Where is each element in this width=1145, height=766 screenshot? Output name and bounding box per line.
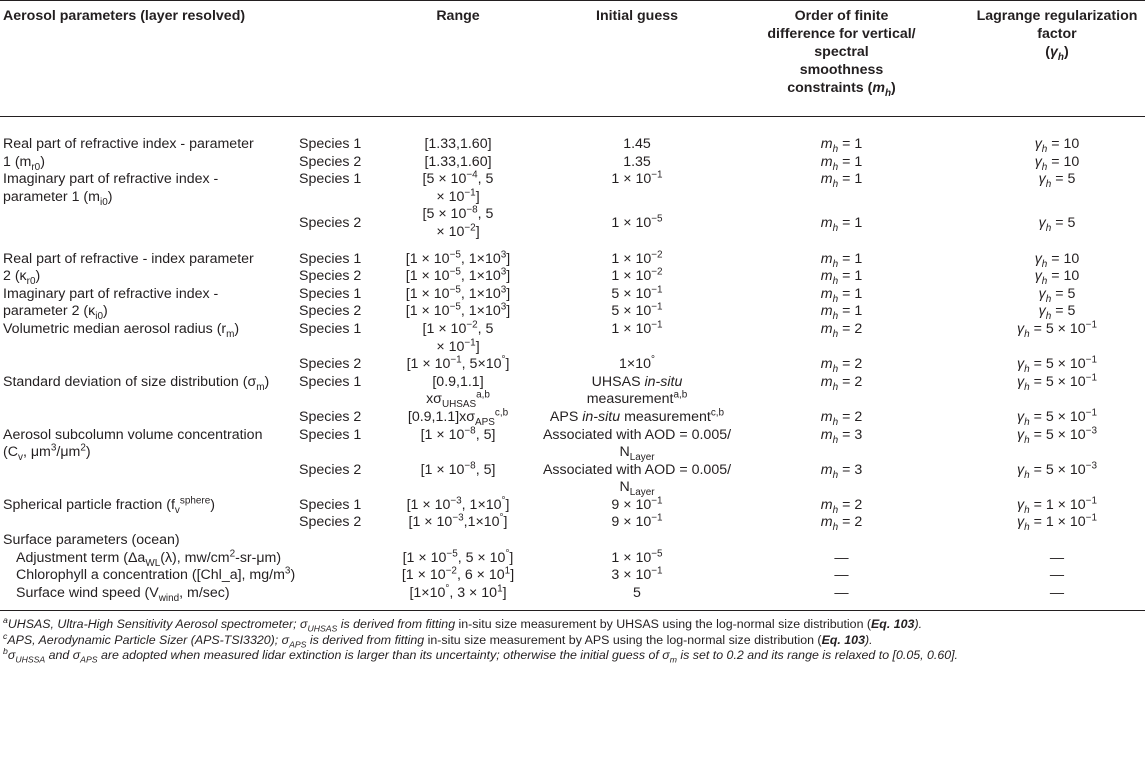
lagrange-cell: $\gamma_h = 1 \times 10^{-1}$ <box>1017 495 1097 516</box>
footnote-b: $^b\sigma_{UHSSA}$ and $\sigma_{APS}$ are adopted when measured lidar extinction is larger than its uncertainty; otherwise the initial guess of $\sigma_m$ is set to 0.2 and its range is relaxed to [0.05, 0.60]. <box>3 645 958 665</box>
species-label: Species 1 <box>299 496 362 513</box>
header-initial-guess: Initial guess <box>596 8 678 24</box>
order-cell: $m_h = 3$ <box>820 426 863 446</box>
param-imag-index-1: Imaginary part of refractive index - parameter 1 $(m_{i0})$ <box>3 171 219 208</box>
lagrange-cell: $\gamma_h = 5$ <box>1038 303 1076 323</box>
range-cell: [$5 \times 10^{-8}$, 5 × $10^{-2}$] <box>422 204 494 240</box>
range-cell: [$1 \times 10^{-5}$, $1\times 10^3$] <box>405 301 511 320</box>
lagrange-cell: $\gamma_h = 5 \times 10^{-1}$ <box>1017 371 1097 393</box>
param-size-std-dev: Standard deviation of size distribution $(\sigma_m)$ <box>3 373 270 393</box>
lagrange-cell: $\gamma_h = 5 \times 10^{-1}$ <box>1017 354 1097 375</box>
guess-cell: 5 <box>633 584 641 601</box>
guess-cell: $9 \times 10^{-1}$ <box>611 495 663 513</box>
param-median-radius: Volumetric median aerosol radius $(r_m)$ <box>3 320 240 340</box>
param-volume-concentration: Aerosol subcolumn volume concentration ($C_v$, $\mu m^3/\mu m^2$) <box>3 426 263 463</box>
lagrange-cell: — <box>1049 584 1065 601</box>
guess-cell: $1 \times 10^{-2}$ <box>611 248 663 267</box>
table-row <box>0 356 1145 374</box>
table-row <box>0 242 1145 269</box>
order-cell: — <box>834 584 849 601</box>
lagrange-cell: $\gamma_h = 5 \times 10^{-3}$ <box>1017 459 1097 481</box>
range-cell: [$1 \times 10^{-3}$, 1×10°] <box>406 495 510 513</box>
table-row <box>0 286 1145 304</box>
table-row <box>0 550 1145 568</box>
lagrange-cell: $\gamma_h = 10$ <box>1034 250 1080 270</box>
range-cell: [$5 \times 10^{-4}$, 5 × $10^{-1}$] <box>422 169 494 205</box>
guess-cell: $1 \times 10^{-5}$ <box>611 213 663 232</box>
species-label: Species 1 <box>299 136 362 152</box>
header-lagrange: Lagrange regularization factor $(\gamma_h)$ <box>976 8 1138 63</box>
lagrange-cell: $\gamma_h = 10$ <box>1034 136 1080 155</box>
guess-cell: Associated with AOD = 0.005/ $N_{Layer}$ <box>542 426 732 463</box>
order-cell: $m_h = 1$ <box>820 268 863 287</box>
guess-cell: UHSAS in-situ measurement$^{a,b}$ <box>586 373 688 408</box>
table-row <box>0 427 1145 462</box>
range-cell: [$1 \times 10^{-1}$, 5×10°] <box>406 354 510 373</box>
header-range: Range <box>436 8 480 24</box>
range-cell: [1×10°, $3 \times 10^1$] <box>409 583 507 601</box>
guess-cell: $1 \times 10^{-1}$ <box>611 319 663 337</box>
order-cell: $m_h = 1$ <box>820 153 863 173</box>
guess-cell: $5 \times 10^{-1}$ <box>611 301 663 320</box>
order-cell: — <box>834 549 849 566</box>
surface-parameters-title: Surface parameters (ocean) <box>3 532 180 549</box>
lagrange-cell: $\gamma_h = 5$ <box>1038 215 1076 235</box>
species-label: Species 1 <box>299 171 362 188</box>
order-cell: $m_h = 1$ <box>820 250 863 270</box>
header-order: Order of finite difference for vertical/ spectral smoothness constraints $(m_h)$ <box>767 8 916 99</box>
guess-cell: Associated with AOD = 0.005/ $N_{Layer}$ <box>542 461 732 499</box>
range-cell: [$1 \times 10^{-5}$, 5 × 10°] <box>402 547 514 566</box>
param-real-index-2: Real part of refractive - index parameter 2 $(\kappa_{r0})$ <box>3 250 254 287</box>
table-row <box>0 462 1145 497</box>
order-cell: $m_h = 2$ <box>820 514 863 534</box>
guess-cell: $3 \times 10^{-1}$ <box>611 565 663 584</box>
lagrange-cell: — <box>1049 549 1065 566</box>
order-cell: $m_h = 1$ <box>820 136 863 155</box>
footnote-c: $^c$APS, Aerodynamic Particle Sizer (APS-TSI3320); $\sigma_{APS}$ is derived from fitting in-situ size measurement by APS using the log-normal size distribution (Eq. 103). <box>3 630 873 649</box>
range-cell: [1.33,1.60] <box>424 136 492 152</box>
table-row <box>0 374 1145 409</box>
guess-cell: $1 \times 10^{-1}$ <box>611 169 663 188</box>
param-chlorophyll: Chlorophyll a concentration ([Chl_a], $mg/m^3$) <box>16 565 296 584</box>
species-label: Species 1 <box>299 373 362 390</box>
order-cell: $m_h = 1$ <box>820 285 863 305</box>
guess-cell: 1.35 <box>623 153 651 170</box>
range-cell: [1.33,1.60] <box>424 153 492 170</box>
table-row <box>0 171 1145 206</box>
guess-cell: $1 \times 10^{-2}$ <box>611 266 663 285</box>
lagrange-cell: $\gamma_h = 5 \times 10^{-1}$ <box>1017 319 1097 340</box>
order-cell: $m_h = 1$ <box>820 215 863 235</box>
species-label: Species 2 <box>299 153 362 170</box>
table-footnotes <box>3 614 1143 665</box>
table-row <box>0 567 1145 585</box>
species-label: Species 2 <box>299 461 362 478</box>
order-cell: $m_h = 2$ <box>820 373 863 393</box>
species-label: Species 2 <box>299 268 362 285</box>
param-spherical-fraction: Spherical particle fraction $(f_v^{sphere})$ <box>3 495 215 516</box>
order-cell: $m_h = 1$ <box>820 303 863 323</box>
param-real-index-1: Real part of refractive index - parameter 1 $(m_{r0})$ <box>3 136 254 173</box>
table-row <box>0 321 1145 356</box>
header-species <box>297 1 381 117</box>
range-cell: [$1 \times 10^{-5}$, $1\times 10^3$] <box>405 266 511 285</box>
lagrange-cell: $\gamma_h = 5 \times 10^{-3}$ <box>1017 424 1097 446</box>
species-label: Species 2 <box>299 215 362 232</box>
table-row <box>0 585 1145 611</box>
lagrange-cell: — <box>1049 567 1065 584</box>
species-label: Species 2 <box>299 356 362 373</box>
range-cell: [$1 \times 10^{-8}$, 5] <box>420 459 496 478</box>
guess-cell: $1 \times 10^{-5}$ <box>611 547 663 566</box>
guess-cell: $9 \times 10^{-1}$ <box>611 512 663 531</box>
table-header-row <box>0 1 1145 117</box>
order-cell: $m_h = 2$ <box>820 408 863 428</box>
header-parameter: Aerosol parameters (layer resolved) <box>3 8 246 24</box>
range-cell: [$1 \times 10^{-8}$, 5] <box>420 424 496 443</box>
species-label: Species 1 <box>299 285 362 302</box>
lagrange-cell: $\gamma_h = 10$ <box>1034 153 1080 173</box>
species-label: Species 2 <box>299 303 362 320</box>
table-row <box>0 532 1145 550</box>
table-row <box>0 497 1145 515</box>
range-cell: [$1 \times 10^{-2}$, $6 \times 10^1$] <box>401 565 515 584</box>
guess-cell: 1×10° <box>619 354 655 373</box>
range-cell: $[1 \times 10^{-3},1\times 10^\circ]$ <box>408 512 508 531</box>
order-cell: $m_h = 3$ <box>820 461 863 481</box>
order-cell: — <box>834 567 849 584</box>
order-cell: $m_h = 2$ <box>820 356 863 375</box>
range-cell: $[0.9,1.1]x\sigma_{APS}^{c,b}$ <box>407 407 509 428</box>
order-cell: $m_h = 2$ <box>820 320 863 340</box>
lagrange-cell: $\gamma_h = 10$ <box>1034 268 1080 287</box>
range-cell: [$1 \times 10^{-5}$, $1\times 10^3$] <box>405 248 511 267</box>
param-wind-speed: Surface wind speed ($V_{wind}$, m/sec) <box>16 584 230 604</box>
order-cell: $m_h = 1$ <box>820 171 863 191</box>
table-row <box>0 117 1145 154</box>
order-cell: $m_h = 2$ <box>820 496 863 516</box>
species-label: Species 2 <box>299 408 362 425</box>
footnote-a: $^a$UHSAS, Ultra-High Sensitivity Aerosol spectrometer; $\sigma_{UHSAS}$ is derived from fitting in-situ size measurement by UHSAS using the log-normal size distribution (Eq. 103). <box>3 614 923 634</box>
guess-cell: APS in-situ measurement$^{c,b}$ <box>549 407 725 425</box>
lagrange-cell: $\gamma_h = 5$ <box>1038 285 1076 305</box>
species-label: Species 1 <box>299 250 362 267</box>
lagrange-cell: $\gamma_h = 1 \times 10^{-1}$ <box>1017 512 1097 534</box>
range-cell: [$1 \times 10^{-2}$, 5 × $10^{-1}$] <box>422 319 494 355</box>
species-label: Species 1 <box>299 320 362 337</box>
lagrange-cell: $\gamma_h = 5$ <box>1038 171 1076 191</box>
species-label: Species 1 <box>299 426 362 443</box>
table-row <box>0 409 1145 427</box>
guess-cell: 1.45 <box>623 136 651 152</box>
lagrange-cell: $\gamma_h = 5 \times 10^{-1}$ <box>1017 407 1097 428</box>
range-cell: [0.9,1.1] $x\sigma_{UHSAS}^{a,b}$ <box>426 373 490 411</box>
guess-cell: $5 \times 10^{-1}$ <box>611 284 663 302</box>
range-cell: [$1 \times 10^{-5}$, $1\times 10^3$] <box>405 284 511 302</box>
param-adjustment-term: Adjustment term ($\Delta a_{WL}(\lambda)$, $mw/cm^2-sr-\mu m$) <box>16 547 282 569</box>
table-row <box>0 206 1145 241</box>
species-label: Species 2 <box>299 514 362 531</box>
param-imag-index-2: Imaginary part of refractive index - parameter 2 $(\kappa_{i0})$ <box>3 285 219 323</box>
